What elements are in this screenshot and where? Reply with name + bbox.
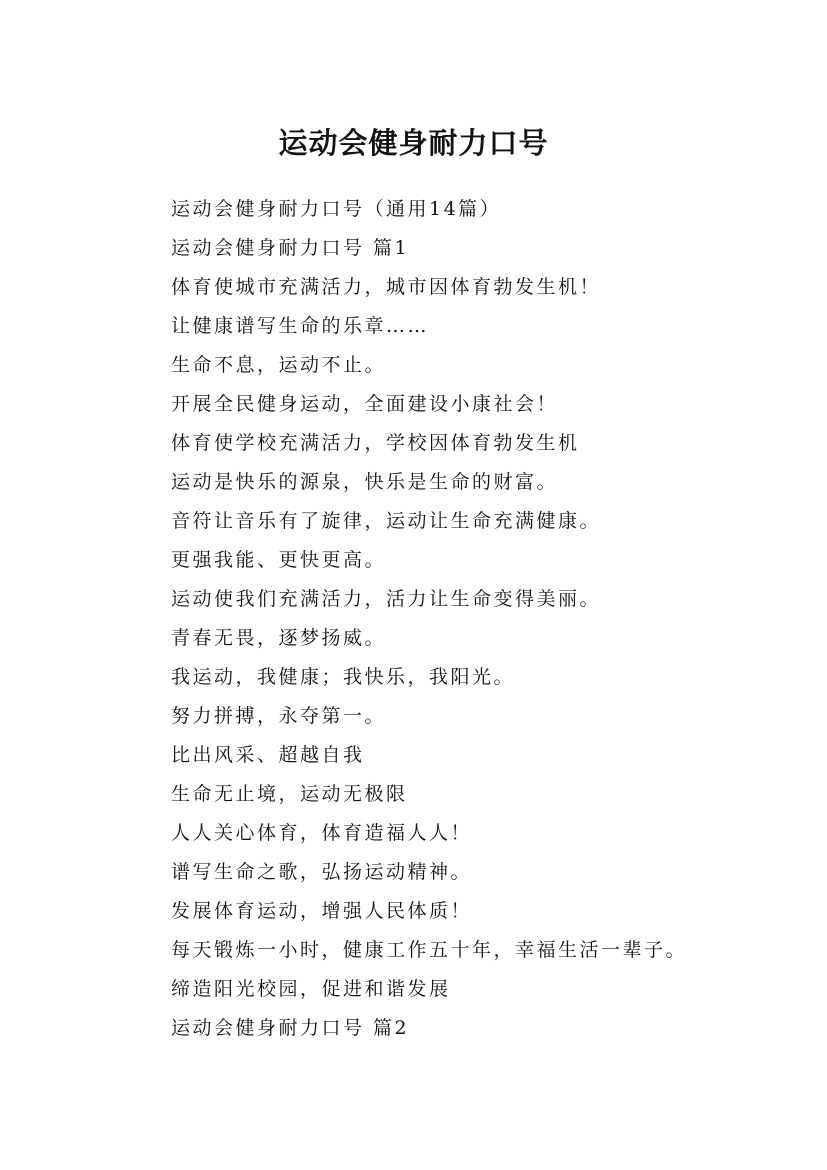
- text-line: 体育使学校充满活力，学校因体育勃发生机: [171, 432, 580, 454]
- text-line: 开展全民健身运动，全面建设小康社会！: [171, 393, 559, 415]
- text-line: 努力拼搏，永夺第一。: [171, 705, 387, 727]
- text-line: 比出风采、超越自我: [171, 744, 365, 766]
- document-title: 运动会健身耐力口号: [278, 126, 549, 161]
- text-line: 运动会健身耐力口号 篇1: [171, 237, 410, 259]
- text-line: 生命无止境，运动无极限: [171, 783, 408, 805]
- text-line: 运动会健身耐力口号（通用14篇）: [171, 198, 502, 220]
- text-line: 我运动，我健康；我快乐，我阳光。: [171, 666, 516, 688]
- text-line: 人人关心体育，体育造福人人！: [171, 822, 473, 844]
- text-line: 体育使城市充满活力，城市因体育勃发生机！: [171, 276, 602, 298]
- text-line: 运动会健身耐力口号 篇2: [171, 1017, 410, 1039]
- text-line: 运动使我们充满活力，活力让生命变得美丽。: [171, 588, 602, 610]
- text-line: 生命不息，运动不止。: [171, 354, 387, 376]
- document-body: [171, 190, 811, 1048]
- text-line: 谱写生命之歌，弘扬运动精神。: [171, 861, 473, 883]
- text-line: 更强我能、更快更高。: [171, 549, 387, 571]
- text-line: 运动是快乐的源泉，快乐是生命的财富。: [171, 471, 559, 493]
- text-line: 青春无畏，逐梦扬威。: [171, 627, 387, 649]
- text-line: 音符让音乐有了旋律，运动让生命充满健康。: [171, 510, 602, 532]
- text-line: 发展体育运动，增强人民体质！: [171, 900, 473, 922]
- text-line: 每天锻炼一小时，健康工作五十年，幸福生活一辈子。: [171, 939, 688, 961]
- text-line: 缔造阳光校园，促进和谐发展: [171, 978, 451, 1000]
- text-line: 让健康谱写生命的乐章……: [171, 315, 430, 337]
